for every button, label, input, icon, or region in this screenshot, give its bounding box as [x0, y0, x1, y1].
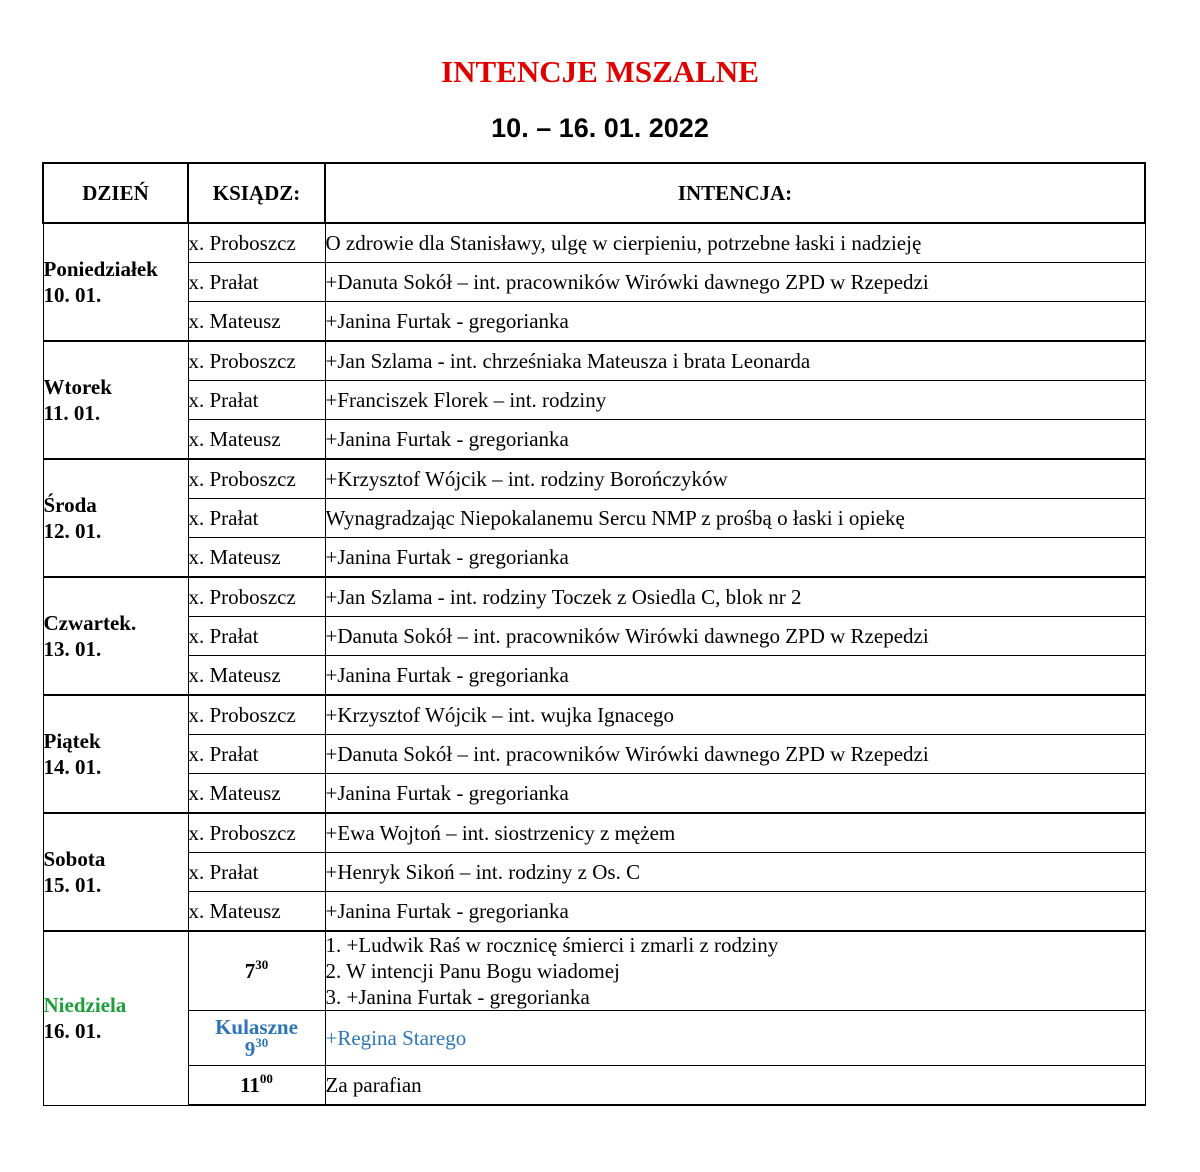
priest-cell: x. Prałat	[188, 263, 325, 302]
intention-cell: +Danuta Sokół – int. pracowników Wirówki dawnego ZPD w Rzepedzi	[325, 735, 1145, 774]
table-row	[43, 892, 1145, 932]
intention-cell: +Krzysztof Wójcik – int. rodziny Borończyków	[325, 459, 1145, 499]
table-row	[43, 499, 1145, 538]
table-row	[43, 931, 1145, 1011]
day-date: 11. 01.	[43, 401, 101, 425]
day-date: 12. 01.	[43, 519, 102, 543]
table-row	[43, 695, 1145, 735]
day-date: 16. 01.	[43, 1019, 102, 1044]
day-cell	[43, 223, 188, 341]
intention-cell: Za parafian	[325, 1066, 1145, 1106]
intention-line: 2. W intencji Panu Bogu wiadomej	[325, 959, 620, 983]
day-name: Sobota	[43, 847, 106, 871]
priest-cell: x. Mateusz	[188, 538, 325, 578]
page-title: INTENCJE MSZALNE	[441, 54, 759, 89]
day-cell-sunday	[43, 931, 188, 1105]
intention-cell: +Janina Furtak - gregorianka	[325, 892, 1145, 932]
mass-time-cell	[188, 1011, 325, 1066]
intentions-table	[42, 162, 1146, 1106]
priest-cell: x. Proboszcz	[188, 577, 325, 617]
mass-time-cell	[188, 1066, 325, 1106]
priest-cell: x. Mateusz	[188, 302, 325, 342]
mass-minutes: 30	[255, 957, 269, 972]
intention-line: 1. +Ludwik Raś w rocznicę śmierci i zmarli z rodziny	[325, 933, 779, 957]
day-cell	[43, 459, 188, 577]
day-name: Czwartek.	[43, 611, 137, 635]
day-name: Wtorek	[43, 375, 112, 399]
day-cell	[43, 813, 188, 931]
intention-cell: Wynagradzając Niepokalanemu Sercu NMP z prośbą o łaski i opiekę	[325, 499, 1145, 538]
priest-cell: x. Prałat	[188, 735, 325, 774]
intention-cell: +Danuta Sokół – int. pracowników Wirówki dawnego ZPD w Rzepedzi	[325, 617, 1145, 656]
column-header-priest: KSIĄDZ:	[188, 163, 325, 223]
intention-cell: +Ewa Wojtoń – int. siostrzenicy z mężem	[325, 813, 1145, 853]
table-row	[43, 341, 1145, 381]
intention-line: 3. +Janina Furtak - gregorianka	[325, 985, 590, 1009]
intention-cell: +Danuta Sokół – int. pracowników Wirówki dawnego ZPD w Rzepedzi	[325, 263, 1145, 302]
mass-place: Kulaszne	[215, 1015, 298, 1039]
intention-cell: O zdrowie dla Stanisławy, ulgę w cierpieniu, potrzebne łaski i nadzieję	[325, 223, 1145, 263]
table-row	[43, 617, 1145, 656]
table-row	[43, 774, 1145, 814]
mass-hour: 7	[244, 959, 256, 983]
day-date: 15. 01.	[43, 873, 102, 897]
mass-time-cell	[188, 931, 325, 1011]
priest-cell: x. Proboszcz	[188, 695, 325, 735]
priest-cell: x. Prałat	[188, 617, 325, 656]
table-row	[43, 1011, 1145, 1066]
table-row	[43, 223, 1145, 263]
priest-cell: x. Mateusz	[188, 892, 325, 932]
priest-cell: x. Prałat	[188, 853, 325, 892]
day-cell	[43, 695, 188, 813]
table-row	[43, 538, 1145, 578]
intention-cell: +Jan Szlama - int. rodziny Toczek z Osiedla C, blok nr 2	[325, 577, 1145, 617]
intention-cell: +Regina Starego	[325, 1011, 1145, 1066]
intention-cell: +Krzysztof Wójcik – int. wujka Ignacego	[325, 695, 1145, 735]
table-row	[43, 735, 1145, 774]
table-row	[43, 302, 1145, 342]
priest-cell: x. Proboszcz	[188, 223, 325, 263]
weekday-rows	[43, 223, 1145, 931]
table-row	[43, 459, 1145, 499]
intention-cell: +Franciszek Florek – int. rodziny	[325, 381, 1145, 420]
column-header-intention: INTENCJA:	[325, 163, 1145, 223]
priest-cell: x. Prałat	[188, 381, 325, 420]
intention-cell: +Janina Furtak - gregorianka	[325, 302, 1145, 342]
day-date: 14. 01.	[43, 755, 102, 779]
intention-cell	[325, 931, 1145, 1011]
priest-cell: x. Prałat	[188, 499, 325, 538]
mass-minutes: 30	[255, 1035, 269, 1050]
intention-cell: +Henryk Sikoń – int. rodziny z Os. C	[325, 853, 1145, 892]
table-row	[43, 1066, 1145, 1106]
table-row	[43, 656, 1145, 696]
table-row	[43, 813, 1145, 853]
priest-cell: x. Mateusz	[188, 774, 325, 814]
table-row	[43, 577, 1145, 617]
day-cell	[43, 577, 188, 695]
day-name: Niedziela	[43, 993, 127, 1018]
mass-hour: 9	[244, 1037, 256, 1061]
priest-cell: x. Proboszcz	[188, 341, 325, 381]
priest-cell: x. Mateusz	[188, 420, 325, 460]
table-row	[43, 263, 1145, 302]
intention-cell: +Janina Furtak - gregorianka	[325, 420, 1145, 460]
table-header-row	[43, 163, 1145, 223]
day-name: Piątek	[43, 729, 101, 753]
mass-minutes: 00	[259, 1071, 273, 1086]
table-row	[43, 420, 1145, 460]
priest-cell: x. Mateusz	[188, 656, 325, 696]
intention-cell: +Janina Furtak - gregorianka	[325, 774, 1145, 814]
day-date: 13. 01.	[43, 637, 102, 661]
table-row	[43, 381, 1145, 420]
priest-cell: x. Proboszcz	[188, 459, 325, 499]
intention-cell: +Jan Szlama - int. chrześniaka Mateusza i brata Leonarda	[325, 341, 1145, 381]
intention-cell: +Janina Furtak - gregorianka	[325, 656, 1145, 696]
mass-hour: 11	[240, 1073, 260, 1097]
day-date: 10. 01.	[43, 283, 102, 307]
priest-cell: x. Proboszcz	[188, 813, 325, 853]
date-range: 10. – 16. 01. 2022	[491, 113, 709, 143]
day-name: Poniedziałek	[43, 257, 158, 281]
table-row	[43, 853, 1145, 892]
column-header-day: DZIEŃ	[43, 163, 188, 223]
sunday-rows	[43, 931, 1145, 1105]
intention-cell: +Janina Furtak - gregorianka	[325, 538, 1145, 578]
day-cell	[43, 341, 188, 459]
day-name: Środa	[43, 493, 97, 517]
